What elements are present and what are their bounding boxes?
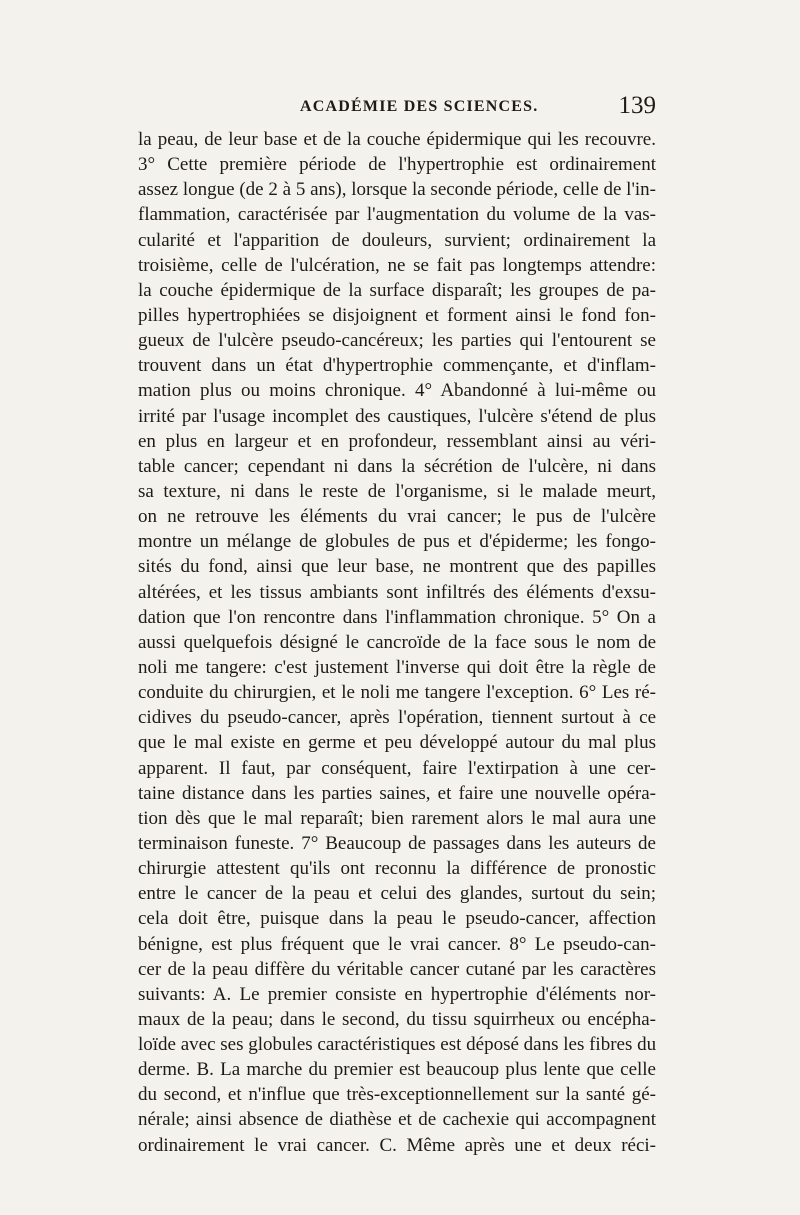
text-line: aussi quelquefois désigné le cancroïde de la face sous le nom de xyxy=(138,631,656,653)
text-line: cularité et l'apparition de douleurs, survient; ordinairement la xyxy=(138,229,656,251)
text-line: conduite du chirurgien, et le noli me tangere l'exception. 6° Les ré- xyxy=(138,682,656,704)
text-line: derme. B. La marche du premier est beaucoup plus lente que celle xyxy=(138,1059,656,1081)
text-line: trouvent dans un état d'hypertrophie commençante, et d'inflam- xyxy=(138,355,656,377)
text-line: flammation, caractérisée par l'augmentation du volume de la vas- xyxy=(138,204,656,226)
text-line: pilles hypertrophiées se disjoignent et forment ainsi le fond fon- xyxy=(138,304,656,326)
text-line: chirurgie attestent qu'ils ont reconnu la différence de pronostic xyxy=(138,858,656,880)
text-line: tion dès que le mal reparaît; bien rarement alors le mal aura une xyxy=(138,807,656,829)
text-line: cidives du pseudo-cancer, après l'opération, tiennent surtout à ce xyxy=(138,707,656,729)
text-line: terminaison funeste. 7° Beaucoup de passages dans les auteurs de xyxy=(138,832,656,854)
text-line: cer de la peau diffère du véritable cancer cutané par les caractères xyxy=(138,958,656,980)
text-line: suivants: A. Le premier consiste en hypertrophie d'éléments nor- xyxy=(138,983,656,1005)
text-line: ordinairement le vrai cancer. C. Même après une et deux réci- xyxy=(138,1134,656,1156)
text-line: en plus en largeur et en profondeur, ressemblant ainsi au véri- xyxy=(138,430,656,452)
text-line: 3° Cette première période de l'hypertrophie est ordinairement xyxy=(138,154,656,176)
text-line: taine distance dans les parties saines, et faire une nouvelle opéra- xyxy=(138,782,656,804)
page-header xyxy=(138,92,656,126)
text-line: irrité par l'usage incomplet des caustiques, l'ulcère s'étend de plus xyxy=(138,405,656,427)
text-line: sités du fond, ainsi que leur base, ne montrent que des papilles xyxy=(138,556,656,578)
text-line: gueux de l'ulcère pseudo-cancéreux; les parties qui l'entourent se xyxy=(138,330,656,352)
text-line: cela doit être, puisque dans la peau le pseudo-cancer, affection xyxy=(138,908,656,930)
text-line: altérées, et les tissus ambiants sont infiltrés des éléments d'exsu- xyxy=(138,581,656,603)
text-line: bénigne, est plus fréquent que le vrai cancer. 8° Le pseudo-can- xyxy=(138,933,656,955)
text-line: table cancer; cependant ni dans la sécrétion de l'ulcère, ni dans xyxy=(138,455,656,477)
text-line: loïde avec ses globules caractéristiques est déposé dans les fibres du xyxy=(138,1034,656,1056)
text-line: sa texture, ni dans le reste de l'organisme, si le malade meurt, xyxy=(138,480,656,502)
text-line: du second, et n'influe que très-exceptionnellement sur la santé gé- xyxy=(138,1084,656,1106)
page-number: 139 xyxy=(618,92,656,119)
text-line: que le mal existe en germe et peu développé autour du mal plus xyxy=(138,732,656,754)
body-text xyxy=(138,127,656,1158)
running-title: ACADÉMIE DES SCIENCES. xyxy=(300,98,539,115)
text-line: dation que l'on rencontre dans l'inflammation chronique. 5° On a xyxy=(138,606,656,628)
text-line: assez longue (de 2 à 5 ans), lorsque la seconde période, celle de l'in- xyxy=(138,179,656,201)
text-line: nérale; ainsi absence de diathèse et de cachexie qui accompagnent xyxy=(138,1109,656,1131)
text-line: la peau, de leur base et de la couche épidermique qui les recouvre. xyxy=(138,129,656,150)
text-line: mation plus ou moins chronique. 4° Abandonné à lui-même ou xyxy=(138,380,656,402)
text-line: troisième, celle de l'ulcération, ne se fait pas longtemps attendre: xyxy=(138,254,656,276)
text-line: maux de la peau; dans le second, du tissu squirrheux ou encépha- xyxy=(138,1008,656,1030)
text-line: la couche épidermique de la surface disparaît; les groupes de pa- xyxy=(138,279,656,301)
text-line: on ne retrouve les éléments du vrai cancer; le pus de l'ulcère xyxy=(138,506,656,528)
text-line: noli me tangere: c'est justement l'inverse qui doit être la règle de xyxy=(138,656,656,678)
text-line: entre le cancer de la peau et celui des glandes, surtout du sein; xyxy=(138,883,656,905)
text-line: apparent. Il faut, par conséquent, faire l'extirpation à une cer- xyxy=(138,757,656,779)
text-line: montre un mélange de globules de pus et d'épiderme; les fongo- xyxy=(138,531,656,553)
